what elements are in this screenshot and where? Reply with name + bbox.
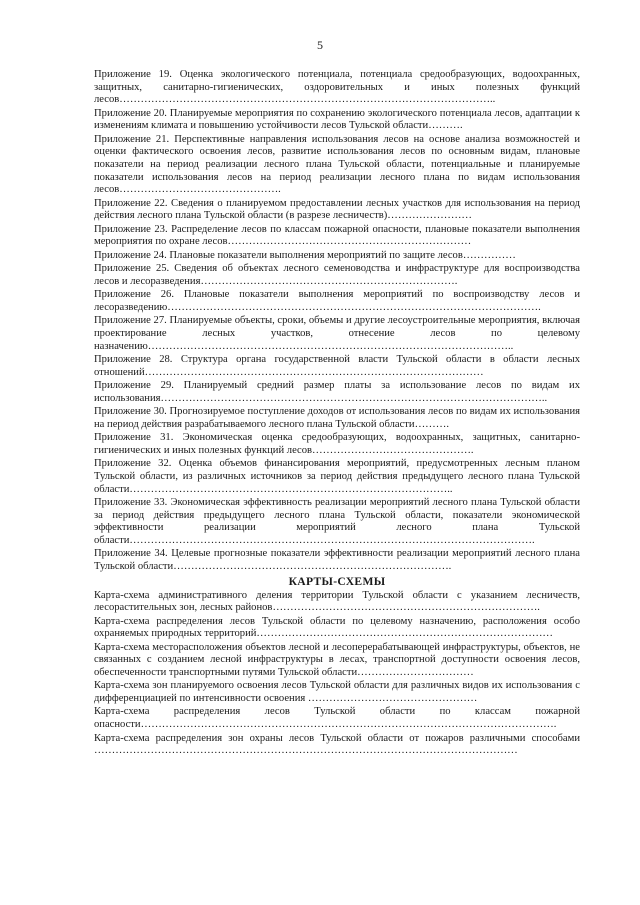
maps-section-heading: КАРТЫ-СХЕМЫ bbox=[288, 574, 386, 588]
toc-entry-appendix-24[interactable]: Приложение 24. Плановые показатели выполнения мероприятий по защите лесов…………… bbox=[94, 249, 516, 261]
toc-entry-appendix-34[interactable]: Приложение 34. Целевые прогнозные показатели эффективности реализации мероприятий лесного плана Тульской области……………………………………………………………………. bbox=[94, 548, 580, 572]
toc-entry-appendix-20[interactable]: Приложение 20. Планируемые мероприятия по сохранению экологического потенциала лесов, адаптации к изменениям климата и повышению устойчивости лесов Тульской области………. bbox=[94, 107, 580, 132]
toc-entry-map-3[interactable]: Карта-схема месторасположения объектов лесной и лесоперерабатывающей инфраструктуры, объектов, не связанных с созданием лесной инфраструктуры в лесах, транспортной доступности освоения лесов, обеспеченности транспортными путями Тульской области…………………………… bbox=[94, 641, 580, 678]
appendix-list bbox=[94, 69, 580, 574]
table-of-contents bbox=[94, 69, 580, 759]
toc-entry-appendix-30[interactable]: Приложение 30. Прогнозируемое поступление доходов от использования лесов по видам их использования на период действия разрабатываемого лесного плана Тульской области………. bbox=[94, 406, 580, 430]
toc-entry-appendix-21[interactable]: Приложение 21. Перспективные направления использования лесов на основе анализа возможностей и оценки фактического освоения лесов, развитие использования лесов по основным видам, плановые показатели на период реализации лесного плана Тульской области, потенциальные и планируемые показатели использования лесов на период реализации лесного плана по видам использования лесов………………………………………. bbox=[94, 133, 580, 196]
toc-entry-appendix-23[interactable]: Приложение 23. Распределение лесов по классам пожарной опасности, плановые показатели выполнения мероприятия по охране лесов…………………………………………………………… bbox=[94, 223, 580, 248]
toc-entry-map-6[interactable]: Карта-схема распределения зон охраны лесов Тульской области от пожаров различными способами ………………………………………………………………………………………………………… bbox=[94, 732, 580, 757]
toc-entry-appendix-29[interactable]: Приложение 29. Планируемый средний размер платы за использование лесов по видам их использования……………………………………………………………………………………………….. bbox=[94, 380, 580, 404]
toc-entry-appendix-19[interactable]: Приложение 19. Оценка экологического потенциала, потенциала средообразующих, водоохранных, защитных, санитарно-гигиенических, оздоровительных и иных полезных функций лесов…………………………………………………………………………………………….. bbox=[94, 69, 580, 106]
toc-entry-appendix-33[interactable]: Приложение 33. Экономическая эффективность реализации мероприятий лесного плана Тульской области за период действия предыдущего лесного плана Тульской области, показатели экономической эффективности реализации мероприятий лесного плана Тульской области……………………………………………………………………………………………………. bbox=[94, 497, 580, 546]
toc-entry-map-4[interactable]: Карта-схема зон планируемого освоения лесов Тульской области для различных видов их использования с дифференциацией по интенсивности освоения ………………………………………… bbox=[94, 680, 580, 704]
page-number: 5 bbox=[317, 38, 323, 52]
toc-entry-appendix-31[interactable]: Приложение 31. Экономическая оценка средообразующих, водоохранных, защитных, санитарно-гигиенических и иных полезных функций лесов………………………………………. bbox=[94, 432, 580, 456]
toc-entry-map-1[interactable]: Карта-схема административного деления территории Тульской области с указанием лесничеств, лесорастительных зон, лесных районов…………………………………………………………………. bbox=[94, 589, 580, 614]
toc-entry-appendix-27[interactable]: Приложение 27. Планируемые объекты, сроки, объемы и другие лесоустроительные мероприятия, включая проектирование лесных участков, отнесение лесов по целевому назначению………………………………………………………………………………………….. bbox=[94, 315, 580, 352]
toc-entry-appendix-22[interactable]: Приложение 22. Сведения о планируемом предоставлении лесных участков для использования на период действия лесного плана Тульской области (в разрезе лесничеств)…………………… bbox=[94, 197, 580, 222]
toc-entry-appendix-28[interactable]: Приложение 28. Структура органа государственной власти Тульской области в области лесных отношений…………………………………………………………………………………… bbox=[94, 354, 580, 378]
toc-entry-appendix-32[interactable]: Приложение 32. Оценка объемов финансирования мероприятий, предусмотренных лесным планом Тульской области, из различных источников за период действия предыдущего лесного плана Тульской области……………………………………………………………………………….. bbox=[94, 458, 580, 495]
toc-entry-map-5[interactable]: Карта-схема распределения лесов Тульской области по классам пожарной опасности………………………………………………………………………………………………………. bbox=[94, 706, 580, 731]
toc-entry-appendix-25[interactable]: Приложение 25. Сведения об объектах лесного семеноводства и инфраструктуре для воспроизводства лесов и лесоразведения………………………………………………………………. bbox=[94, 263, 580, 287]
map-list bbox=[94, 590, 580, 758]
toc-entry-map-2[interactable]: Карта-схема распределения лесов Тульской области по целевому назначению, расположения особо охраняемых природных территорий………………………………………………………………………… bbox=[94, 615, 580, 640]
toc-entry-appendix-26[interactable]: Приложение 26. Плановые показатели выполнения мероприятий по воспроизводству лесов и лесоразведению……………………………………………………………………………………………. bbox=[94, 289, 580, 313]
